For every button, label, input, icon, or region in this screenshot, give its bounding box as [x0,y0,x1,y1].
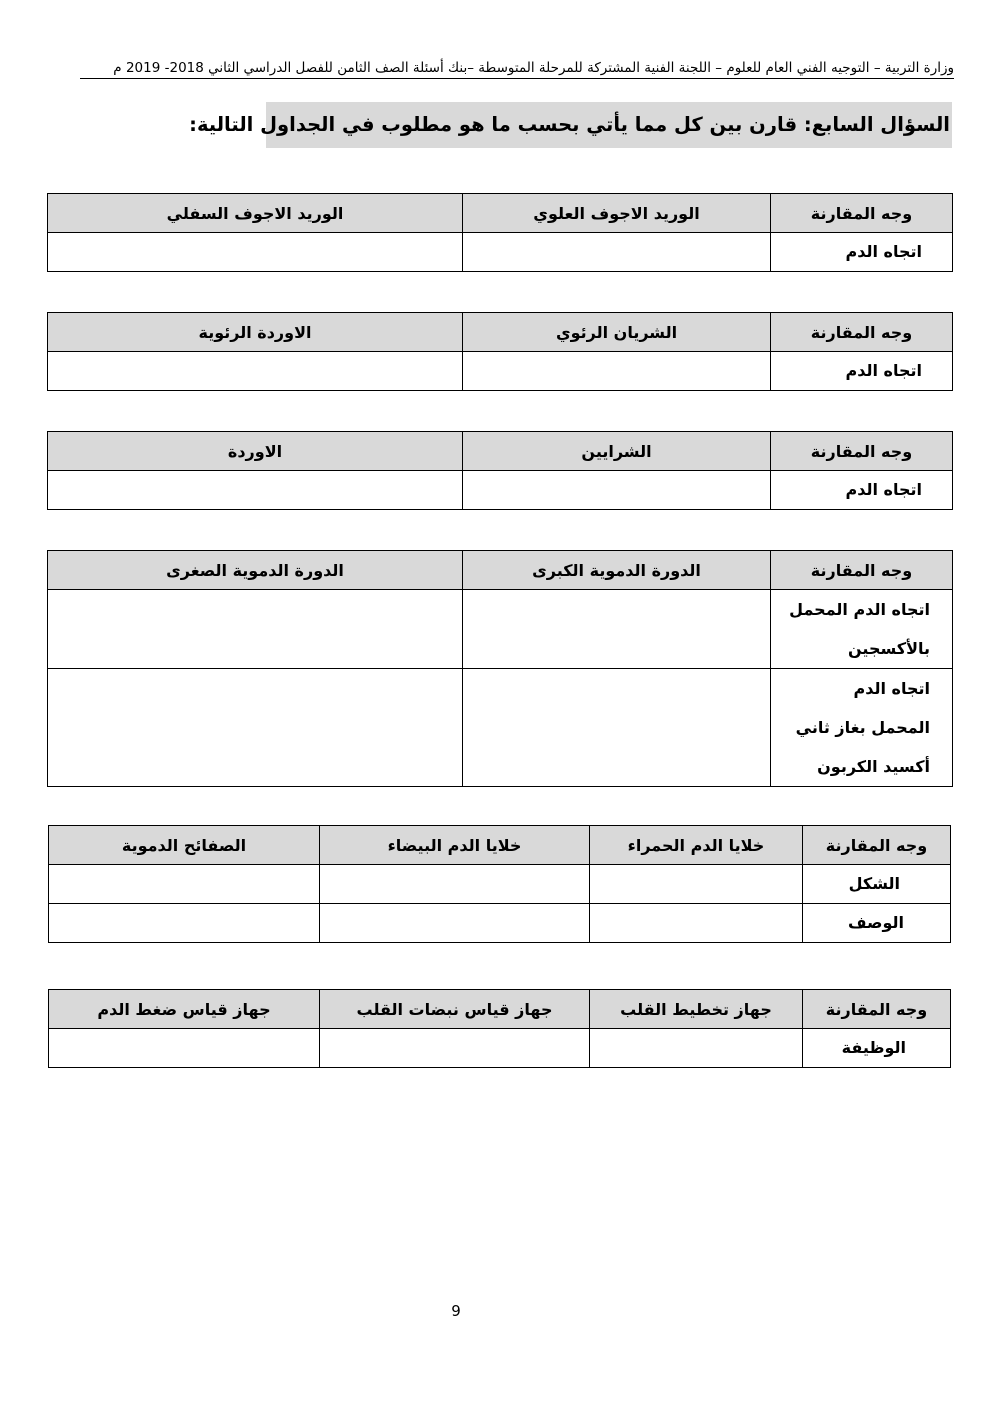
header-cell: جهاز قياس ضغط الدم [49,990,320,1029]
answer-cell[interactable] [49,1029,320,1068]
question-title: السؤال السابع: قارن بين كل مما يأتي بحسب ما هو مطلوب في الجداول التالية: [266,102,952,148]
header-cell: وجه المقارنة [771,313,953,352]
table-header-row [49,826,951,865]
header-cell: الوريد الاجوف العلوي [463,194,771,233]
header-cell: خلايا الدم البيضاء [320,826,590,865]
header-cell: وجه المقارنة [771,551,953,590]
header-cell: الوريد الاجوف السفلي [48,194,463,233]
answer-cell[interactable] [590,865,803,904]
answer-cell[interactable] [48,352,463,391]
header-cell: الشريان الرئوي [463,313,771,352]
header-cell: الاوردة [48,432,463,471]
row-label: اتجاه الدم المحمل بالأكسجين [771,590,953,669]
answer-cell[interactable] [590,904,803,943]
header-cell: الاوردة الرئوية [48,313,463,352]
comparison-table-2 [47,312,953,391]
comparison-table-4 [47,550,953,787]
row-label: الشكل [803,865,951,904]
comparison-table-1 [47,193,953,272]
answer-cell[interactable] [590,1029,803,1068]
answer-cell[interactable] [463,669,771,787]
header-cell: وجه المقارنة [803,826,951,865]
answer-cell[interactable] [463,233,771,272]
answer-cell[interactable] [463,352,771,391]
table-row [49,865,951,904]
comparison-table-5 [48,825,951,943]
header-cell: جهاز قياس نبضات القلب [320,990,590,1029]
comparison-table-3 [47,431,953,510]
table-row [48,233,953,272]
answer-cell[interactable] [463,590,771,669]
row-label: اتجاه الدم [771,471,953,510]
answer-cell[interactable] [48,471,463,510]
answer-cell[interactable] [320,904,590,943]
header-cell: وجه المقارنة [771,432,953,471]
table-row [49,1029,951,1068]
answer-cell[interactable] [320,1029,590,1068]
row-label: اتجاه الدم [771,352,953,391]
page-header: وزارة التربية – التوجيه الفني العام للعلوم – اللجنة الفنية المشتركة للمرحلة المتوسطة –بنك أسئلة الصف الثامن للفصل الدراسي الثاني 2018- 2019 م [80,60,954,79]
answer-cell[interactable] [48,590,463,669]
header-cell: الدورة الدموية الصغرى [48,551,463,590]
answer-cell[interactable] [49,865,320,904]
table-header-row [48,432,953,471]
table-row [48,352,953,391]
header-cell: خلايا الدم الحمراء [590,826,803,865]
table-row [48,669,953,787]
table-header-row [48,194,953,233]
table-row [48,471,953,510]
answer-cell[interactable] [320,865,590,904]
answer-cell[interactable] [49,904,320,943]
answer-cell[interactable] [48,233,463,272]
header-cell: الشرايين [463,432,771,471]
header-cell: الصفائح الدموية [49,826,320,865]
table-header-row [48,313,953,352]
row-label: اتجاه الدم [771,233,953,272]
table-header-row [49,990,951,1029]
row-label: الوظيفة [803,1029,951,1068]
header-cell: وجه المقارنة [771,194,953,233]
header-cell: جهاز تخطيط القلب [590,990,803,1029]
row-label: الوصف [803,904,951,943]
table-row [49,904,951,943]
header-cell: الدورة الدموية الكبرى [463,551,771,590]
table-header-row [48,551,953,590]
table-row [48,590,953,669]
header-cell: وجه المقارنة [803,990,951,1029]
page-number: 9 [451,1302,461,1320]
answer-cell[interactable] [48,669,463,787]
row-label: اتجاه الدم المحمل بغاز ثاني أكسيد الكربون [771,669,953,787]
comparison-table-6 [48,989,951,1068]
answer-cell[interactable] [463,471,771,510]
